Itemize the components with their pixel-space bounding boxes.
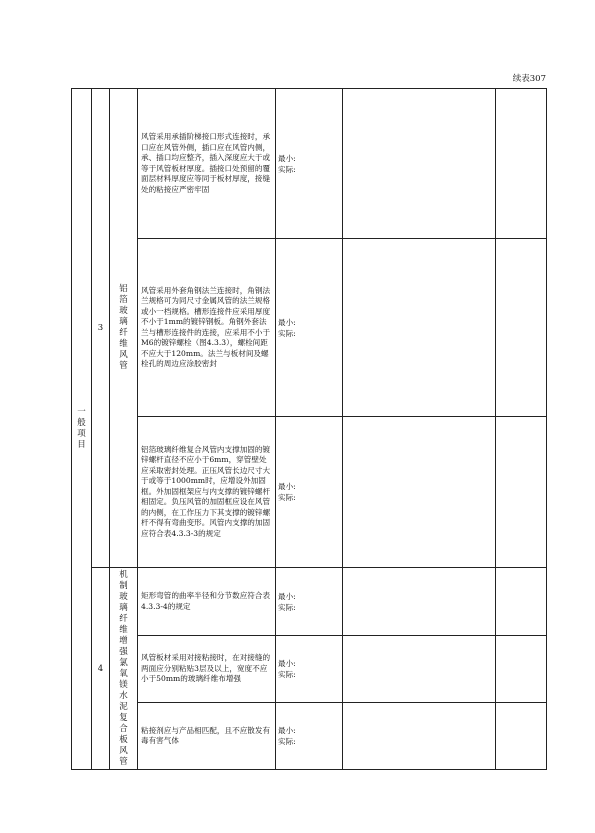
table-row [72,636,547,703]
item-number: 4 [97,663,104,674]
requirement-text: 风管采用外套角钢法兰连接时，角钢法兰规格可为同尺寸金属风管的法兰规格或小一档规格。槽形连接件应采用厚度不小于1mm的镀锌钢板。角钢外套法兰与槽形连接件的连接，应采用不小于M6的镀锌螺栓（图4.3.3），螺栓间距不应大于120mm。法兰与板材间及螺栓孔的周边应涂胶密封 [138,239,276,417]
actual-label: 实际: [278,670,296,679]
category-label: 一般项目 [77,407,86,450]
inspection-record-cell [343,703,496,770]
result-cell [496,636,547,703]
table-row [72,89,547,239]
inspection-record-cell [343,417,496,568]
inspection-record-cell [343,239,496,417]
inspection-record-cell [343,636,496,703]
min-label: 最小: [278,317,296,327]
measurement-cell [276,703,343,770]
actual-label: 实际: [278,602,296,612]
item-number-cell [92,89,110,568]
min-label: 最小: [278,726,296,735]
inspection-record-cell [343,568,496,636]
item-number: 3 [97,323,104,333]
inspection-record-cell [343,89,496,239]
table-row [72,239,547,417]
result-cell [496,703,547,770]
min-label: 最小: [278,591,296,601]
requirement-text: 风管采用承插阶梯接口形式连接时，承口应在风管外侧，插口应在风管内侧，承、插口均应整齐，插入深度应大于或等于风管板材厚度。插接口处预留的覆面层材料厚度应等同于板材厚度，接缝处的粘接应严密牢固 [138,89,276,239]
measurement-cell [276,636,343,703]
actual-label: 实际: [278,737,296,746]
inspection-table [71,88,547,770]
measurement-cell [276,239,343,417]
table-row [72,417,547,568]
category-cell [72,89,92,770]
duct-type-cell [110,568,138,770]
duct-type-label: 机制玻璃纤维增强氯氧镁水泥复合板风管 [119,569,128,767]
duct-type-label: 铝箔玻璃纤维风管 [119,284,128,371]
result-cell [496,239,547,417]
result-cell [496,417,547,568]
min-label: 最小: [278,153,296,163]
requirement-text: 铝箔玻璃纤维复合风管内支撑加固的镀锌螺杆直径不应小于6mm，穿管壁处应采取密封处理。正压风管长边尺寸大于或等于1000mm时，应增设外加固框。外加固框架应与内支撑的镀锌螺杆相固定。负压风管的加固框应设在风管的内侧，在工作压力下其支撑的镀锌螺杆不得有弯曲变形。风管内支撑的加固应符合表4.3.3-3的规定 [138,417,276,568]
requirement-text: 粘接剂应与产品相匹配，且不应散发有毒有害气体 [138,703,276,770]
requirement-text: 风管板材采用对接粘接时，在对接缝的两面应分别粘贴3层及以上，宽度不应小于50mm的玻璃纤维布增强 [138,636,276,703]
requirement-text: 矩形弯管的曲率半径和分节数应符合表4.3.3-4的规定 [138,568,276,636]
continuation-label: 续表307 [512,74,546,84]
measurement-cell [276,89,343,239]
actual-label: 实际: [278,164,296,174]
result-cell [496,568,547,636]
actual-label: 实际: [278,328,296,338]
item-number-cell [92,568,110,770]
result-cell [496,89,547,239]
actual-label: 实际: [278,493,296,502]
measurement-cell [276,568,343,636]
table-row [72,568,547,636]
measurement-cell [276,417,343,568]
min-label: 最小: [278,482,296,491]
table-row [72,703,547,770]
duct-type-cell [110,89,138,568]
min-label: 最小: [278,659,296,668]
